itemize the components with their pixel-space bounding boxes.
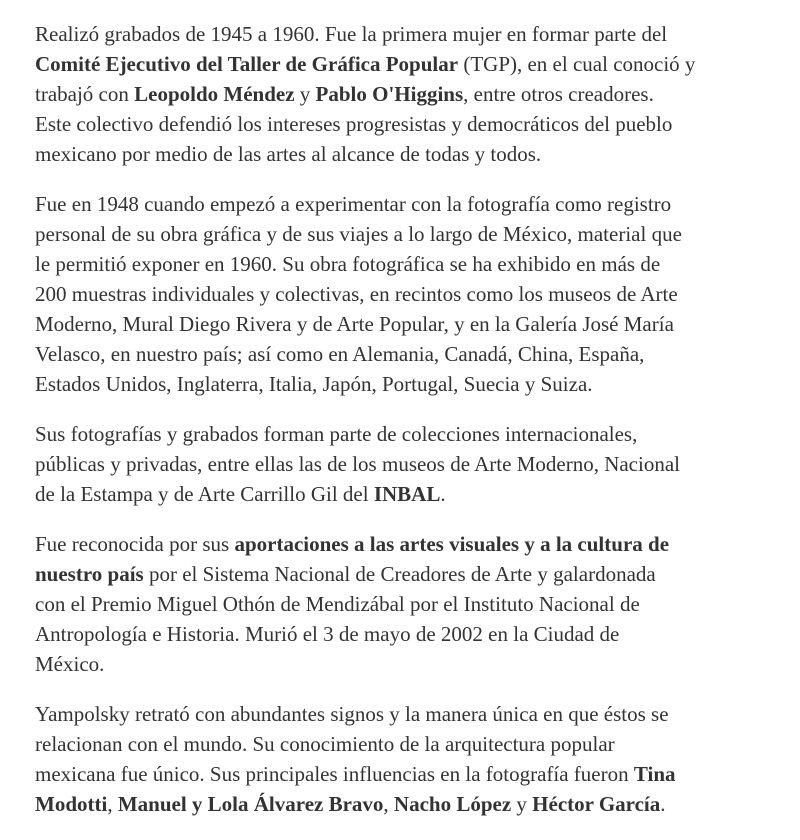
text-line — [35, 699, 795, 729]
text-line — [35, 19, 795, 49]
paragraph — [35, 529, 795, 679]
text-run: , — [107, 792, 118, 816]
bold-text: Modotti — [35, 792, 108, 816]
text-run: relacionan con el mundo. Su conocimiento de la arquitectura popular — [35, 732, 615, 756]
text-run: (TGP), en el cual conoció y — [458, 52, 696, 76]
text-line — [35, 369, 795, 399]
text-line — [35, 789, 795, 819]
text-run: Sus fotografías y grabados forman parte de colecciones internacionales, — [35, 422, 638, 446]
text-run: con el Premio Miguel Othón de Mendizábal por el Instituto Nacional de — [35, 592, 640, 616]
text-run: de la Estampa y de Arte Carrillo Gil del — [35, 482, 374, 506]
text-run: por el Sistema Nacional de Creadores de Arte y galardonada — [143, 562, 656, 586]
text-line — [35, 759, 795, 789]
bold-text: Leopoldo Méndez — [134, 82, 295, 106]
text-run: mexicano por medio de las artes al alcance de todas y todos. — [35, 142, 542, 166]
bold-text: nuestro país — [35, 562, 144, 586]
text-line — [35, 189, 795, 219]
text-run: trabajó con — [35, 82, 135, 106]
text-run: Moderno, Mural Diego Rivera y de Arte Popular, y en la Galería José María — [35, 312, 674, 336]
text-run: mexicana fue único. Sus principales influencias en la fotografía fueron — [35, 762, 634, 786]
text-run: Fue en 1948 cuando empezó a experimentar con la fotografía como registro — [35, 192, 672, 216]
bold-text: INBAL — [373, 482, 441, 506]
bold-text: Manuel y Lola Álvarez Bravo — [117, 792, 384, 816]
bold-text: Pablo O'Higgins — [315, 82, 464, 106]
text-line — [35, 449, 795, 479]
bold-text: Comité Ejecutivo del Taller de Gráfica Popular — [35, 52, 459, 76]
text-line — [35, 79, 795, 109]
text-line — [35, 339, 795, 369]
text-run: . — [660, 792, 666, 816]
text-line — [35, 309, 795, 339]
text-line — [35, 139, 795, 169]
text-run: , entre otros creadores. — [463, 82, 654, 106]
text-line — [35, 559, 795, 589]
text-run: , — [383, 792, 394, 816]
text-run: Fue reconocida por sus — [35, 532, 235, 556]
text-run: públicas y privadas, entre ellas las de los museos de Arte Moderno, Nacional — [35, 452, 680, 476]
text-line — [35, 219, 795, 249]
text-line — [35, 729, 795, 759]
bold-text: Tina — [633, 762, 676, 786]
bold-text: aportaciones a las artes visuales y a la cultura de — [234, 532, 670, 556]
text-line — [35, 649, 795, 679]
article-body — [35, 19, 795, 839]
text-run: Antropología e Historia. Murió el 3 de mayo de 2002 en la Ciudad de — [35, 622, 620, 646]
text-line — [35, 479, 795, 509]
text-line — [35, 619, 795, 649]
paragraph — [35, 699, 795, 819]
text-line — [35, 419, 795, 449]
text-run: Este colectivo defendió los intereses progresistas y democráticos del pueblo — [35, 112, 673, 136]
bold-text: Nacho López — [393, 792, 512, 816]
text-run: le permitió exponer en 1960. Su obra fotográfica se ha exhibido en más de — [35, 252, 661, 276]
text-run: Velasco, en nuestro país; así como en Alemania, Canadá, China, España, — [35, 342, 645, 366]
text-line — [35, 249, 795, 279]
text-run: personal de su obra gráfica y de sus viajes a lo largo de México, material que — [35, 222, 682, 246]
text-line — [35, 529, 795, 559]
text-line — [35, 589, 795, 619]
text-line — [35, 279, 795, 309]
text-run: 200 muestras individuales y colectivas, en recintos como los museos de Arte — [35, 282, 678, 306]
text-run: . — [440, 482, 446, 506]
text-run: Estados Unidos, Inglaterra, Italia, Japón, Portugal, Suecia y Suiza. — [35, 372, 593, 396]
paragraph — [35, 19, 795, 169]
text-run: Realizó grabados de 1945 a 1960. Fue la primera mujer en formar parte del — [35, 22, 668, 46]
text-line — [35, 109, 795, 139]
paragraph — [35, 419, 795, 509]
text-run: México. — [35, 652, 105, 676]
text-run: y — [511, 792, 533, 816]
text-run: Yampolsky retrató con abundantes signos y la manera única en que éstos se — [35, 702, 669, 726]
text-line — [35, 49, 795, 79]
text-run: y — [294, 82, 316, 106]
paragraph — [35, 189, 795, 399]
bold-text: Héctor García — [532, 792, 661, 816]
